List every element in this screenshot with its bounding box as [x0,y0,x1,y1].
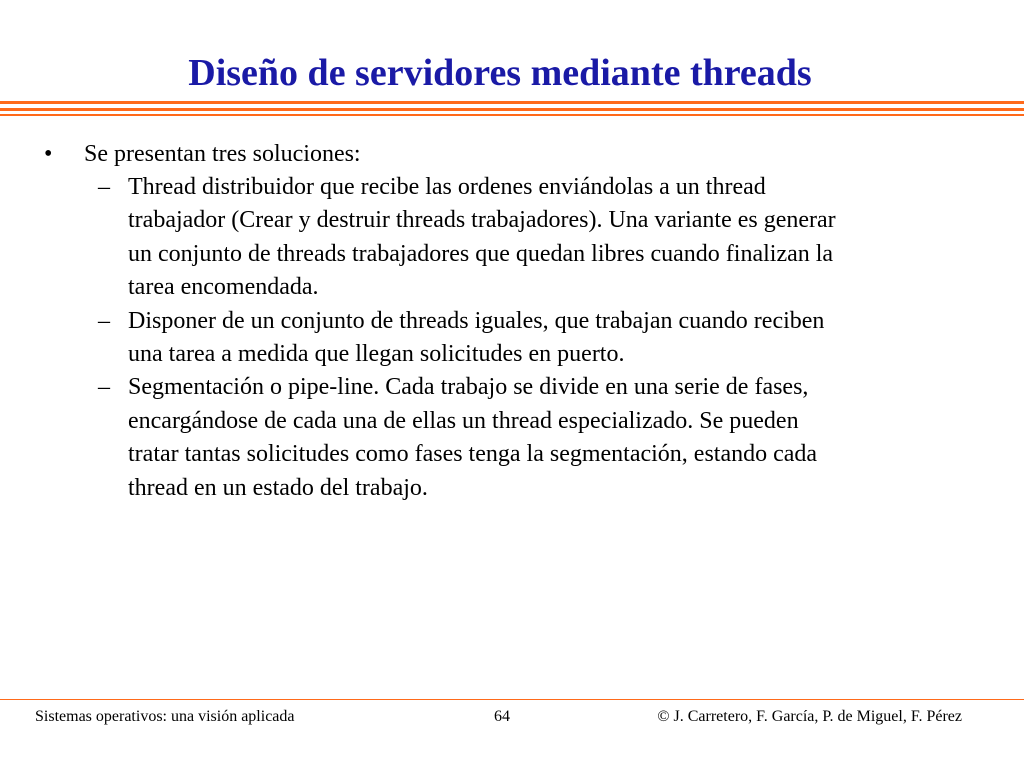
sub-item-line: un conjunto de threads trabajadores que quedan libres cuando finalizan la [128,240,834,267]
sub-item-2 [0,305,1024,372]
bullet-marker: • [44,141,53,167]
sub-list [0,171,1024,505]
slide-title: Diseño de servidores mediante threads [188,52,812,94]
footer-book-title: Sistemas operativos: una visión aplicada [35,708,295,725]
sub-item-1 [0,171,1024,305]
dash-marker: – [98,174,110,200]
footer-rule [0,699,1024,700]
bullet-text: Se presentan tres soluciones: [84,141,361,167]
title-underline-rule [0,114,1024,116]
sub-item-line: trabajador (Crear y destruir threads trabajadores). Una variante es generar [128,207,836,234]
sub-item-line: Thread distribuidor que recibe las ordenes enviándolas a un thread [128,174,766,200]
title-underline-rule [0,108,1024,111]
footer-page-number: 64 [494,708,510,725]
dash-marker: – [98,307,110,334]
sub-item-3 [0,371,1024,505]
sub-item-line: Disponer de un conjunto de threads iguales, que trabajan cuando reciben [128,307,825,334]
dash-marker: – [98,374,110,401]
footer-copyright: © J. Carretero, F. García, P. de Miguel, F. Pérez [657,708,962,725]
sub-item-line: encargándose de cada una de ellas un thread especializado. Se pueden [128,407,799,434]
sub-item-line: Segmentación o pipe-line. Cada trabajo se divide en una serie de fases, [128,374,809,401]
sub-item-line: thread en un estado del trabajo. [128,474,428,501]
sub-item-line: tarea encomendada. [128,274,319,301]
sub-item-line: una tarea a medida que llegan solicitudes en puerto. [128,341,625,368]
title-underline-rule [0,101,1024,104]
sub-item-line: tratar tantas solicitudes como fases tenga la segmentación, estando cada [128,441,818,468]
